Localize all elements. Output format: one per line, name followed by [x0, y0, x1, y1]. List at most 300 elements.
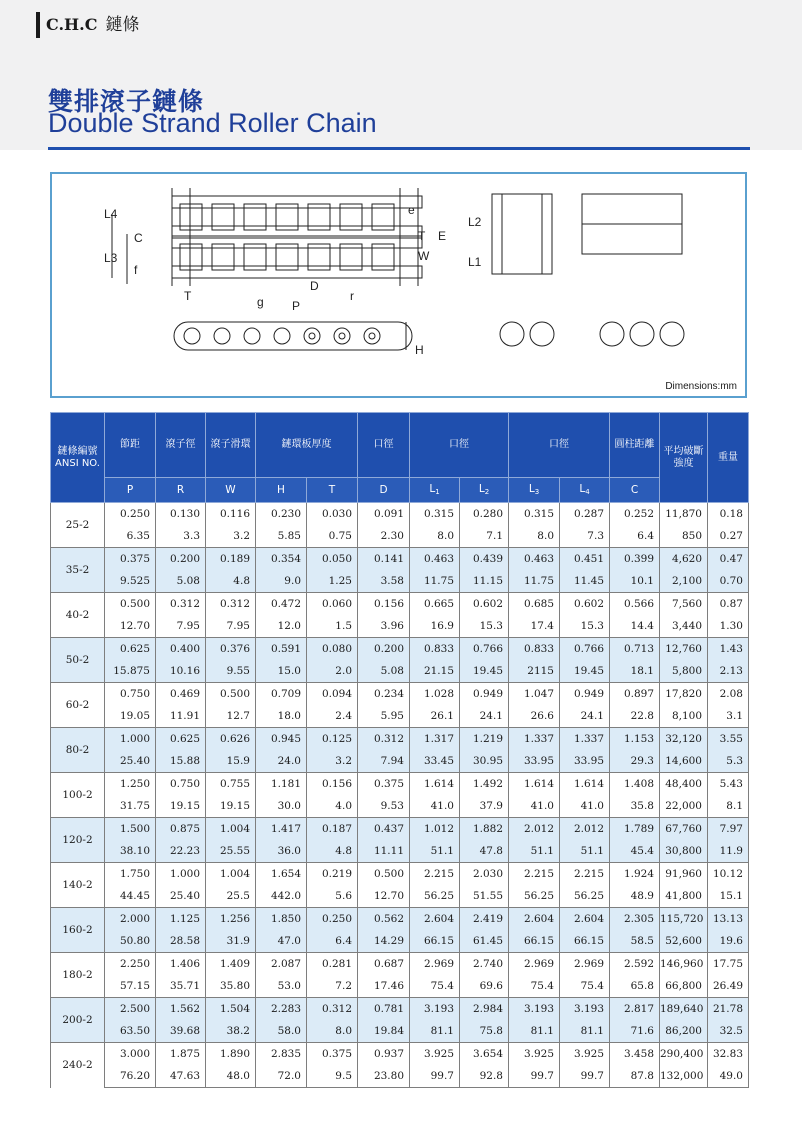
table-cell-inch: 0.500	[206, 683, 256, 706]
table-cell-inch: 0.312	[156, 593, 206, 616]
label-c: C	[134, 231, 143, 245]
table-row	[51, 683, 749, 706]
table-cell-mm: 3.3	[156, 525, 206, 548]
table-cell-mm: 8.0	[410, 525, 460, 548]
table-cell-mm: 3.96	[358, 615, 410, 638]
table-row	[51, 930, 749, 953]
table-cell-inch: 0.949	[560, 683, 610, 706]
table-cell-mm: 51.1	[560, 840, 610, 863]
table-cell-inch: 1.924	[610, 863, 660, 886]
table-cell-inch: 2.250	[105, 953, 156, 976]
table-cell-mm: 17.46	[358, 975, 410, 998]
table-cell-inch: 1.614	[509, 773, 560, 796]
table-cell-mm: 5.95	[358, 705, 410, 728]
table-row	[51, 570, 749, 593]
table-cell-inch: 0.750	[156, 773, 206, 796]
table-cell-mm: 1.25	[307, 570, 358, 593]
table-cell-mm: 19.45	[460, 660, 509, 683]
table-cell-inch: 0.47	[708, 548, 749, 571]
table-cell-mm: 25.5	[206, 885, 256, 908]
table-cell-inch: 0.200	[156, 548, 206, 571]
table-cell-mm: 8,100	[660, 705, 708, 728]
table-cell-inch: 2.215	[410, 863, 460, 886]
table-cell-mm: 7.2	[307, 975, 358, 998]
table-cell-inch: 12,760	[660, 638, 708, 661]
table-cell-inch: 2.835	[256, 1043, 307, 1066]
table-cell-inch: 67,760	[660, 818, 708, 841]
table-cell-mm: 51.1	[509, 840, 560, 863]
brand-name: C.H.C	[46, 15, 98, 34]
brand-bar	[36, 12, 40, 38]
table-cell-mm: 2.13	[708, 660, 749, 683]
table-row	[51, 953, 749, 976]
table-cell-inch: 0.141	[358, 548, 410, 571]
table-cell-mm: 33.95	[509, 750, 560, 773]
table-cell-inch: 0.750	[105, 683, 156, 706]
header-ansi-zh: 鏈條編號	[57, 445, 98, 457]
table-cell-inch: 1.417	[256, 818, 307, 841]
table-cell-mm: 51.1	[410, 840, 460, 863]
brand-subtitle: 鏈條	[105, 15, 140, 35]
symbol-h: H	[256, 478, 307, 503]
table-cell-mm: 9.5	[307, 1065, 358, 1088]
chain-number: 35-2	[51, 548, 105, 593]
table-cell-mm: 2,100	[660, 570, 708, 593]
header-bore-d: 口徑	[358, 413, 410, 478]
table-cell-inch: 1.337	[509, 728, 560, 751]
table-cell-mm: 2.30	[358, 525, 410, 548]
table-cell-mm: 38.2	[206, 1020, 256, 1043]
symbol-p: P	[105, 478, 156, 503]
symbol-l4: $L_4$	[560, 478, 610, 503]
table-cell-mm: 39.68	[156, 1020, 206, 1043]
table-cell-mm: 47.63	[156, 1065, 206, 1088]
table-cell-mm: 12.0	[256, 615, 307, 638]
symbol-c: C	[610, 478, 660, 503]
table-cell-mm: 66.15	[410, 930, 460, 953]
table-cell-mm: 61.45	[460, 930, 509, 953]
table-cell-inch: 2.215	[509, 863, 560, 886]
table-cell-inch: 0.833	[410, 638, 460, 661]
table-cell-inch: 2.419	[460, 908, 509, 931]
label-t: T	[184, 289, 192, 303]
table-cell-inch: 0.376	[206, 638, 256, 661]
table-cell-inch: 0.949	[460, 683, 509, 706]
table-cell-inch: 0.375	[358, 773, 410, 796]
table-cell-mm: 35.71	[156, 975, 206, 998]
spec-table-body	[51, 503, 749, 1088]
table-cell-inch: 0.116	[206, 503, 256, 526]
table-cell-inch: 0.937	[358, 1043, 410, 1066]
table-cell-mm: 66.15	[509, 930, 560, 953]
label-f: f	[134, 263, 138, 277]
table-row	[51, 1020, 749, 1043]
table-cell-mm: 1.30	[708, 615, 749, 638]
table-cell-mm: 35.80	[206, 975, 256, 998]
table-cell-inch: 0.281	[307, 953, 358, 976]
table-cell-inch: 0.709	[256, 683, 307, 706]
table-cell-mm: 26.49	[708, 975, 749, 998]
table-cell-inch: 1.614	[410, 773, 460, 796]
table-cell-mm: 38.10	[105, 840, 156, 863]
table-row	[51, 818, 749, 841]
table-row	[51, 773, 749, 796]
table-cell-inch: 1.000	[156, 863, 206, 886]
table-cell-inch: 2.604	[560, 908, 610, 931]
table-cell-mm: 36.0	[256, 840, 307, 863]
table-cell-inch: 0.463	[410, 548, 460, 571]
table-cell-inch: 3.458	[610, 1043, 660, 1066]
chain-number: 25-2	[51, 503, 105, 548]
table-cell-inch: 1.492	[460, 773, 509, 796]
table-cell-mm: 7.94	[358, 750, 410, 773]
page-title-zh: 雙排滾子鏈條	[48, 87, 205, 116]
table-cell-mm: 16.9	[410, 615, 460, 638]
table-row	[51, 863, 749, 886]
table-cell-inch: 0.437	[358, 818, 410, 841]
table-cell-mm: 30.95	[460, 750, 509, 773]
table-cell-inch: 0.130	[156, 503, 206, 526]
table-cell-mm: 14.4	[610, 615, 660, 638]
table-cell-inch: 2.969	[509, 953, 560, 976]
table-row	[51, 638, 749, 661]
table-cell-inch: 0.312	[206, 593, 256, 616]
table-cell-inch: 0.280	[460, 503, 509, 526]
table-cell-inch: 0.187	[307, 818, 358, 841]
table-cell-mm: 24.1	[460, 705, 509, 728]
table-cell-mm: 0.70	[708, 570, 749, 593]
table-cell-mm: 2115	[509, 660, 560, 683]
table-cell-inch: 2.087	[256, 953, 307, 976]
table-cell-mm: 6.4	[307, 930, 358, 953]
table-cell-mm: 87.8	[610, 1065, 660, 1088]
table-cell-mm: 6.35	[105, 525, 156, 548]
table-cell-inch: 0.472	[256, 593, 307, 616]
table-cell-mm: 19.45	[560, 660, 610, 683]
table-cell-inch: 0.287	[560, 503, 610, 526]
chain-number: 200-2	[51, 998, 105, 1043]
table-cell-mm: 0.75	[307, 525, 358, 548]
table-cell-inch: 0.375	[105, 548, 156, 571]
table-cell-mm: 22.8	[610, 705, 660, 728]
label-p: P	[292, 299, 301, 313]
table-cell-inch: 0.091	[358, 503, 410, 526]
table-cell-mm: 15.88	[156, 750, 206, 773]
label-t2: T	[418, 229, 426, 243]
table-cell-mm: 71.6	[610, 1020, 660, 1043]
table-cell-mm: 47.0	[256, 930, 307, 953]
table-cell-mm: 1.5	[307, 615, 358, 638]
chain-number: 40-2	[51, 593, 105, 638]
table-cell-inch: 189,640	[660, 998, 708, 1021]
table-cell-mm: 3,440	[660, 615, 708, 638]
table-cell-inch: 0.781	[358, 998, 410, 1021]
table-cell-mm: 48.9	[610, 885, 660, 908]
table-cell-mm: 12.7	[206, 705, 256, 728]
table-cell-inch: 3.193	[560, 998, 610, 1021]
top-view-chain	[112, 188, 422, 286]
table-cell-mm: 30,800	[660, 840, 708, 863]
table-cell-mm: 9.525	[105, 570, 156, 593]
table-row	[51, 885, 749, 908]
header-plate-thickness: 鏈環板厚度	[256, 413, 358, 478]
table-cell-inch: 0.156	[358, 593, 410, 616]
table-cell-mm: 58.5	[610, 930, 660, 953]
table-cell-mm: 11.15	[460, 570, 509, 593]
table-cell-mm: 5,800	[660, 660, 708, 683]
table-cell-mm: 49.0	[708, 1065, 749, 1088]
table-cell-inch: 1.406	[156, 953, 206, 976]
table-cell-mm: 9.55	[206, 660, 256, 683]
table-cell-inch: 1.409	[206, 953, 256, 976]
table-cell-mm: 26.1	[410, 705, 460, 728]
header-breaking-strength: 平均破斷強度	[660, 413, 708, 503]
table-cell-inch: 1.153	[610, 728, 660, 751]
table-cell-inch: 1.250	[105, 773, 156, 796]
table-cell-mm: 99.7	[560, 1065, 610, 1088]
side-view-chain	[174, 322, 412, 350]
table-cell-inch: 3.193	[509, 998, 560, 1021]
table-cell-mm: 10.1	[610, 570, 660, 593]
table-cell-mm: 45.4	[610, 840, 660, 863]
table-cell-inch: 2.305	[610, 908, 660, 931]
table-cell-mm: 3.2	[307, 750, 358, 773]
header-ansi-en: ANSI NO.	[55, 457, 100, 469]
table-cell-inch: 4,620	[660, 548, 708, 571]
table-cell-inch: 0.562	[358, 908, 410, 931]
table-cell-mm: 21.15	[410, 660, 460, 683]
table-cell-inch: 1.562	[156, 998, 206, 1021]
dimensions-note: Dimensions:mm	[665, 381, 737, 392]
table-cell-mm: 65.8	[610, 975, 660, 998]
table-cell-inch: 1.614	[560, 773, 610, 796]
table-cell-inch: 1.000	[105, 728, 156, 751]
table-cell-inch: 0.219	[307, 863, 358, 886]
table-cell-inch: 2.012	[560, 818, 610, 841]
table-cell-mm: 15.0	[256, 660, 307, 683]
table-cell-mm: 72.0	[256, 1065, 307, 1088]
label-l1: L1	[468, 255, 482, 269]
table-cell-inch: 1.882	[460, 818, 509, 841]
table-cell-inch: 1.875	[156, 1043, 206, 1066]
table-cell-inch: 0.463	[509, 548, 560, 571]
table-cell-inch: 0.250	[105, 503, 156, 526]
table-cell-inch: 32.83	[708, 1043, 749, 1066]
table-cell-mm: 18.1	[610, 660, 660, 683]
table-cell-mm: 25.40	[105, 750, 156, 773]
table-cell-inch: 0.665	[410, 593, 460, 616]
table-cell-inch: 13.13	[708, 908, 749, 931]
table-row	[51, 728, 749, 751]
table-cell-inch: 1.256	[206, 908, 256, 931]
label-r: r	[350, 289, 354, 303]
table-cell-mm: 31.75	[105, 795, 156, 818]
table-cell-mm: 57.15	[105, 975, 156, 998]
table-cell-inch: 0.875	[156, 818, 206, 841]
table-cell-inch: 0.625	[156, 728, 206, 751]
table-cell-mm: 19.15	[206, 795, 256, 818]
table-cell-inch: 0.945	[256, 728, 307, 751]
table-cell-mm: 132,000	[660, 1065, 708, 1088]
table-cell-inch: 91,960	[660, 863, 708, 886]
label-l3: L3	[104, 251, 118, 265]
table-cell-mm: 19.05	[105, 705, 156, 728]
table-row	[51, 525, 749, 548]
table-cell-mm: 3.2	[206, 525, 256, 548]
table-cell-mm: 75.4	[560, 975, 610, 998]
table-cell-mm: 0.27	[708, 525, 749, 548]
table-row	[51, 660, 749, 683]
table-cell-inch: 1.408	[610, 773, 660, 796]
table-cell-inch: 0.626	[206, 728, 256, 751]
table-row	[51, 615, 749, 638]
table-cell-inch: 0.766	[460, 638, 509, 661]
table-cell-mm: 9.0	[256, 570, 307, 593]
table-cell-mm: 47.8	[460, 840, 509, 863]
table-cell-inch: 115,720	[660, 908, 708, 931]
table-cell-mm: 18.0	[256, 705, 307, 728]
table-cell-inch: 1.181	[256, 773, 307, 796]
table-cell-inch: 1.654	[256, 863, 307, 886]
chain-number: 50-2	[51, 638, 105, 683]
header-ansi	[51, 413, 105, 503]
table-cell-inch: 0.451	[560, 548, 610, 571]
table-cell-mm: 15.3	[560, 615, 610, 638]
table-cell-mm: 5.08	[156, 570, 206, 593]
table-cell-inch: 3.55	[708, 728, 749, 751]
table-cell-mm: 75.4	[410, 975, 460, 998]
table-cell-inch: 0.030	[307, 503, 358, 526]
table-cell-inch: 0.189	[206, 548, 256, 571]
symbol-d: D	[358, 478, 410, 503]
table-cell-mm: 14,600	[660, 750, 708, 773]
table-cell-mm: 5.6	[307, 885, 358, 908]
table-cell-mm: 81.1	[509, 1020, 560, 1043]
table-cell-inch: 7.97	[708, 818, 749, 841]
table-cell-mm: 7.95	[206, 615, 256, 638]
table-row	[51, 548, 749, 571]
detail-views	[492, 194, 684, 346]
table-cell-mm: 63.50	[105, 1020, 156, 1043]
table-cell-mm: 7.95	[156, 615, 206, 638]
table-cell-mm: 41,800	[660, 885, 708, 908]
chain-number: 120-2	[51, 818, 105, 863]
table-cell-inch: 0.252	[610, 503, 660, 526]
table-cell-mm: 5.85	[256, 525, 307, 548]
table-cell-mm: 26.6	[509, 705, 560, 728]
table-cell-mm: 58.0	[256, 1020, 307, 1043]
table-cell-inch: 1.750	[105, 863, 156, 886]
table-cell-mm: 76.20	[105, 1065, 156, 1088]
table-cell-inch: 2.740	[460, 953, 509, 976]
table-cell-mm: 24.0	[256, 750, 307, 773]
table-cell-inch: 0.080	[307, 638, 358, 661]
table-cell-mm: 25.40	[156, 885, 206, 908]
table-cell-mm: 4.8	[307, 840, 358, 863]
table-cell-mm: 75.8	[460, 1020, 509, 1043]
table-cell-mm: 5.08	[358, 660, 410, 683]
table-cell-inch: 0.755	[206, 773, 256, 796]
table-row	[51, 1043, 749, 1066]
table-cell-mm: 8.1	[708, 795, 749, 818]
table-cell-inch: 146,960	[660, 953, 708, 976]
table-cell-inch: 1.337	[560, 728, 610, 751]
table-cell-mm: 37.9	[460, 795, 509, 818]
table-cell-mm: 11.11	[358, 840, 410, 863]
table-cell-inch: 0.625	[105, 638, 156, 661]
table-cell-mm: 99.7	[410, 1065, 460, 1088]
table-cell-inch: 1.850	[256, 908, 307, 931]
header-roller-width: 滾子滑環	[206, 413, 256, 478]
table-cell-inch: 2.969	[410, 953, 460, 976]
table-cell-mm: 29.3	[610, 750, 660, 773]
label-e-big: E	[438, 229, 447, 243]
table-cell-mm: 24.1	[560, 705, 610, 728]
table-cell-mm: 33.45	[410, 750, 460, 773]
table-cell-inch: 3.925	[509, 1043, 560, 1066]
table-cell-inch: 17,820	[660, 683, 708, 706]
table-cell-mm: 2.4	[307, 705, 358, 728]
table-cell-inch: 2.604	[410, 908, 460, 931]
table-cell-mm: 35.8	[610, 795, 660, 818]
table-cell-inch: 32,120	[660, 728, 708, 751]
table-cell-inch: 3.925	[410, 1043, 460, 1066]
page-title-en: Double Strand Roller Chain	[48, 108, 377, 138]
table-cell-mm: 66.15	[560, 930, 610, 953]
table-cell-inch: 0.766	[560, 638, 610, 661]
table-row	[51, 975, 749, 998]
table-cell-mm: 6.4	[610, 525, 660, 548]
chain-diagram	[50, 172, 747, 398]
table-cell-inch: 1.028	[410, 683, 460, 706]
table-cell-mm: 10.16	[156, 660, 206, 683]
table-row	[51, 1065, 749, 1088]
header-weight: 重量	[708, 413, 749, 503]
table-cell-inch: 0.602	[460, 593, 509, 616]
table-cell-mm: 81.1	[410, 1020, 460, 1043]
table-cell-inch: 0.312	[307, 998, 358, 1021]
table-cell-inch: 1.43	[708, 638, 749, 661]
table-cell-mm: 44.45	[105, 885, 156, 908]
table-cell-inch: 1.317	[410, 728, 460, 751]
table-cell-inch: 1.047	[509, 683, 560, 706]
table-cell-mm: 22.23	[156, 840, 206, 863]
table-cell-mm: 28.58	[156, 930, 206, 953]
header-pin-distance: 圓柱距離	[610, 413, 660, 478]
table-cell-mm: 23.80	[358, 1065, 410, 1088]
table-row	[51, 503, 749, 526]
table-cell-mm: 9.53	[358, 795, 410, 818]
table-cell-inch: 0.050	[307, 548, 358, 571]
symbol-w: W	[206, 478, 256, 503]
table-cell-inch: 0.375	[307, 1043, 358, 1066]
table-cell-mm: 4.8	[206, 570, 256, 593]
table-cell-mm: 8.0	[307, 1020, 358, 1043]
label-e: e	[408, 203, 415, 217]
table-cell-mm: 22,000	[660, 795, 708, 818]
table-cell-inch: 2.012	[509, 818, 560, 841]
table-cell-mm: 51.55	[460, 885, 509, 908]
symbol-l2: $L_2$	[460, 478, 509, 503]
table-cell-mm: 25.55	[206, 840, 256, 863]
table-cell-mm: 69.6	[460, 975, 509, 998]
table-cell-inch: 2.000	[105, 908, 156, 931]
table-cell-inch: 1.219	[460, 728, 509, 751]
table-cell-inch: 2.283	[256, 998, 307, 1021]
table-cell-inch: 2.030	[460, 863, 509, 886]
symbol-l3: $L_3$	[509, 478, 560, 503]
symbol-t: T	[307, 478, 358, 503]
